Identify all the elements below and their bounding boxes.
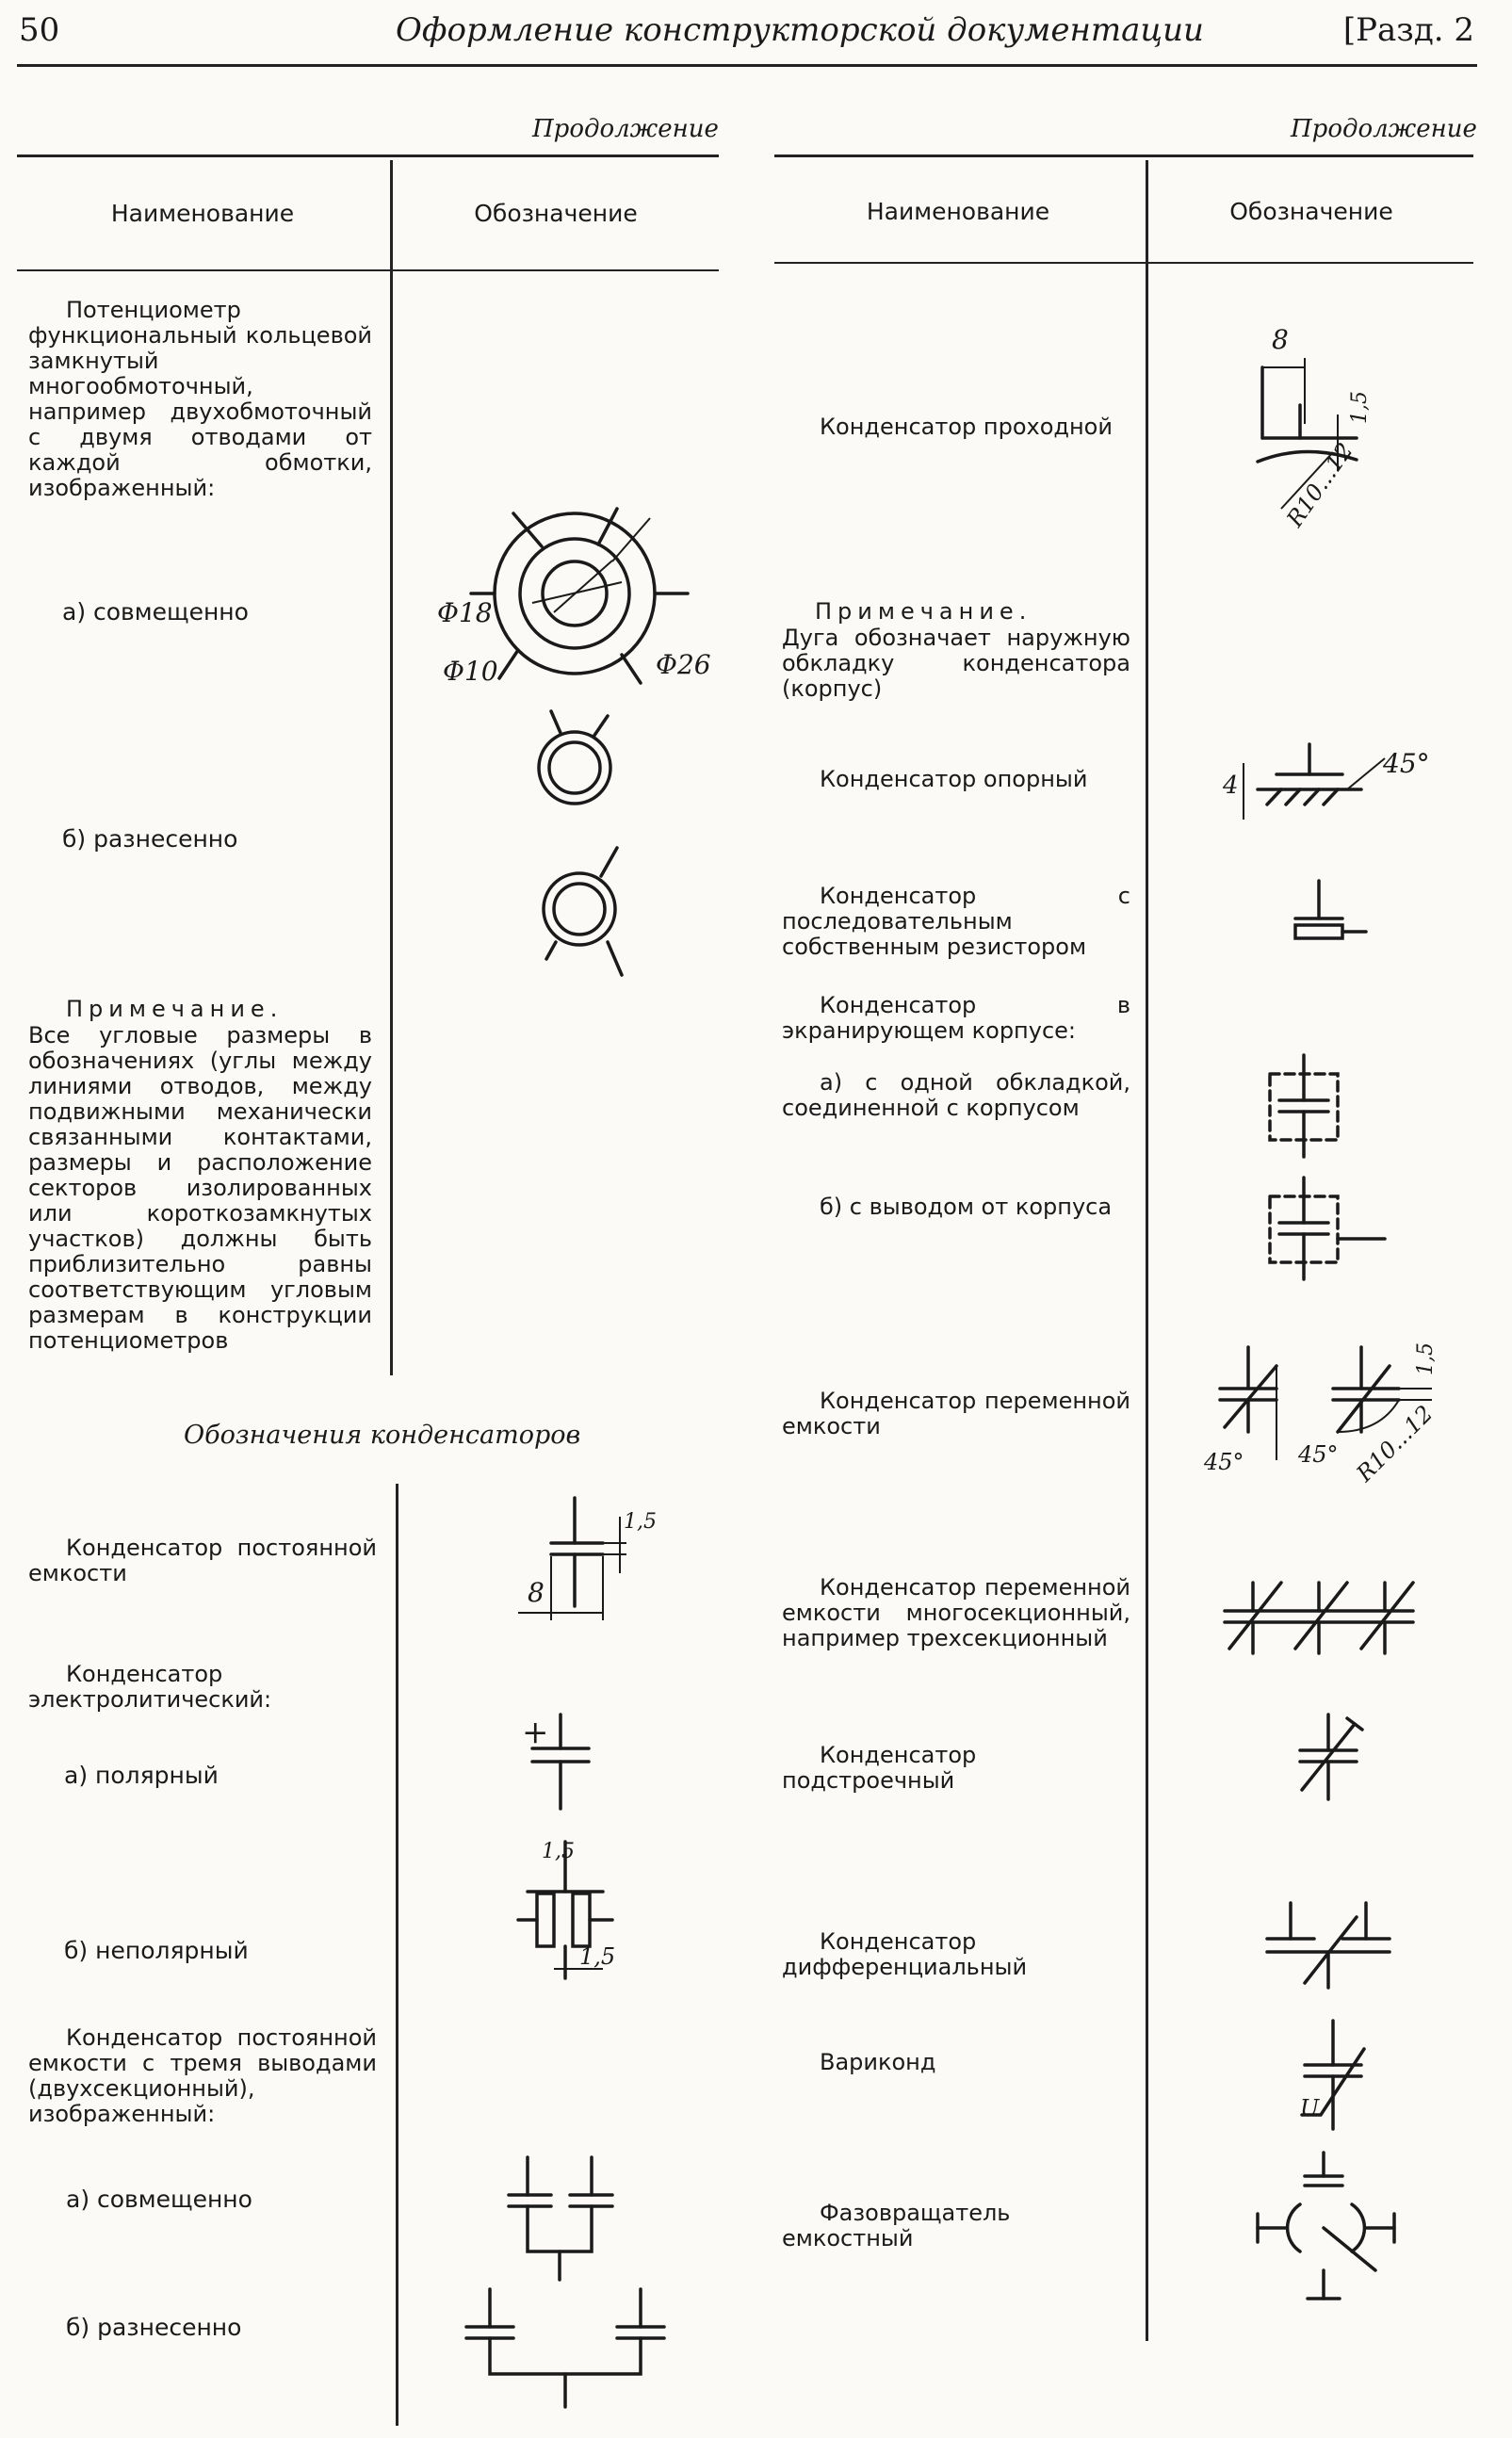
feed-dim-r: R10...12 bbox=[1281, 437, 1358, 532]
varicond-symbol bbox=[1291, 2016, 1385, 2138]
pot-note-title: Примечание. bbox=[66, 996, 284, 1022]
cap-support-label: Конденсатор опорный bbox=[820, 766, 1088, 792]
column-header-name-right: Наименование bbox=[866, 198, 1050, 225]
variable-dim-r: R10...12 bbox=[1351, 1400, 1439, 1487]
column-header-designation-right: Обозначение bbox=[1229, 198, 1393, 225]
pot-note-text: Все угловые размеры в обозначениях (углы между линиями отводов, между подвижными механически связанными контактами, размеры и расположение секторов изолированных или короткозамкнутых участков) должны быть приблизительно равны соответствующим угловым размерам в конструкции потенциометров bbox=[28, 1022, 372, 1354]
cap-nonpolar-dim-top: 1,5 bbox=[542, 1840, 575, 1863]
cap-three-combined-symbol bbox=[499, 2148, 622, 2289]
table-head-rule-left bbox=[17, 269, 719, 271]
cap-series-resistor-label: Конденсатор с последовательным собственным резистором bbox=[782, 883, 1130, 960]
cap-three-option-b: б) разнесенно bbox=[66, 2314, 242, 2341]
cap-series-resistor-symbol bbox=[1281, 876, 1375, 970]
cap-nonpolar-symbol bbox=[499, 1837, 641, 1997]
cap-differential-label: Конденсатор дифференциальный bbox=[782, 1928, 1028, 1980]
pot-separated-symbol bbox=[518, 707, 650, 980]
pot-combined-symbol bbox=[433, 471, 716, 725]
feed-dim-8: 8 bbox=[1272, 324, 1289, 355]
cap-multisection-label: Конденсатор переменной емкости многосекционный, например трехсекционный bbox=[782, 1574, 1130, 1651]
cap-screened-a-symbol bbox=[1253, 1055, 1366, 1159]
support-dim-4: 4 bbox=[1223, 772, 1239, 800]
column-header-designation-left: Обозначение bbox=[474, 200, 638, 227]
support-dim-45: 45° bbox=[1383, 748, 1430, 779]
cap-constant-symbol bbox=[509, 1488, 659, 1639]
cap-variable-symbol bbox=[1196, 1328, 1451, 1488]
cap-electrolytic-label: Конденсатор электролитический: bbox=[28, 1661, 272, 1713]
cap-screened-b-symbol bbox=[1253, 1178, 1404, 1281]
cap-support-symbol bbox=[1215, 735, 1441, 838]
continuation-right: Продолжение bbox=[1291, 115, 1477, 143]
cap-trimmer-symbol bbox=[1281, 1705, 1385, 1809]
cap-polar-symbol bbox=[518, 1715, 612, 1828]
cap-trimmer-label: Конденсатор подстроечный bbox=[782, 1742, 977, 1794]
cap-screened-label: Конденсатор в экранирующем корпусе: bbox=[782, 992, 1130, 1044]
pot-description: Потенциометр функциональный кольцевой замкнутый многообмоточный, например двухобмоточный с двумя отводами от каждой обмотки, изображенный: bbox=[28, 297, 372, 501]
table-head-rule-right bbox=[774, 262, 1473, 264]
variable-dim-45a: 45° bbox=[1204, 1449, 1244, 1475]
feed-dim-15: 1,5 bbox=[1348, 391, 1372, 424]
variable-dim-15: 1,5 bbox=[1414, 1342, 1438, 1375]
section-title-capacitors: Обозначения конденсаторов bbox=[184, 1421, 581, 1450]
pot-dim-10: Φ10 bbox=[443, 656, 498, 687]
cap-nonpolar-label: б) неполярный bbox=[64, 1937, 249, 1964]
cap-feedthrough-label: Конденсатор проходной bbox=[820, 414, 1113, 440]
cap-constant-dim-8: 8 bbox=[528, 1577, 545, 1608]
feed-note-title: Примечание. bbox=[815, 598, 1032, 625]
section-marker: [Разд. 2 bbox=[1342, 11, 1474, 49]
varicond-u-label: U bbox=[1300, 2095, 1320, 2121]
feed-note-text: Дуга обозначает наружную обкладку конденсатора (корпус) bbox=[782, 625, 1130, 702]
header-rule bbox=[17, 64, 1477, 67]
pot-option-a: а) совмещенно bbox=[62, 598, 249, 626]
cap-differential-symbol bbox=[1262, 1894, 1404, 2007]
cap-variable-label: Конденсатор переменной емкости bbox=[782, 1388, 1130, 1439]
table-top-rule-right bbox=[774, 154, 1473, 157]
pot-option-b: б) разнесенно bbox=[62, 825, 238, 853]
cap-screened-a: а) с одной обкладкой, соединенной с корпусом bbox=[782, 1069, 1130, 1121]
cap-three-separated-symbol bbox=[452, 2280, 688, 2412]
cap-constant-dim-15: 1,5 bbox=[624, 1510, 657, 1534]
cap-screened-b: б) с выводом от корпуса bbox=[820, 1194, 1113, 1220]
left-column-divider-lower bbox=[396, 1484, 398, 2426]
cap-constant-label: Конденсатор постоянной емкости bbox=[28, 1535, 377, 1586]
column-header-name-left: Наименование bbox=[110, 200, 295, 227]
cap-polar-plus: + bbox=[522, 1714, 549, 1751]
cap-nonpolar-dim-bottom: 1,5 bbox=[579, 1943, 616, 1970]
cap-feedthrough-symbol bbox=[1225, 320, 1413, 537]
table-top-rule-left bbox=[17, 154, 719, 157]
running-title: Оформление конструкторской документации bbox=[396, 11, 1204, 49]
cap-polar-label: а) полярный bbox=[64, 1762, 219, 1789]
variable-dim-45b: 45° bbox=[1298, 1441, 1339, 1468]
phase-shifter-symbol bbox=[1234, 2148, 1413, 2308]
right-column-divider bbox=[1146, 160, 1148, 2341]
cap-three-terminal-label: Конденсатор постоянной емкости с тремя выводами (двухсекционный), изображенный: bbox=[28, 2024, 377, 2127]
cap-multisection-symbol bbox=[1215, 1564, 1423, 1677]
continuation-left: Продолжение bbox=[532, 115, 719, 143]
cap-three-option-a: а) совмещенно bbox=[66, 2186, 252, 2213]
pot-dim-26: Φ26 bbox=[656, 649, 711, 680]
page-number: 50 bbox=[19, 11, 60, 49]
phase-shifter-label: Фазовращатель емкостный bbox=[782, 2200, 1011, 2251]
pot-dim-18: Φ18 bbox=[437, 597, 493, 628]
left-column-divider bbox=[390, 160, 393, 1375]
varicond-label: Вариконд bbox=[820, 2049, 936, 2075]
